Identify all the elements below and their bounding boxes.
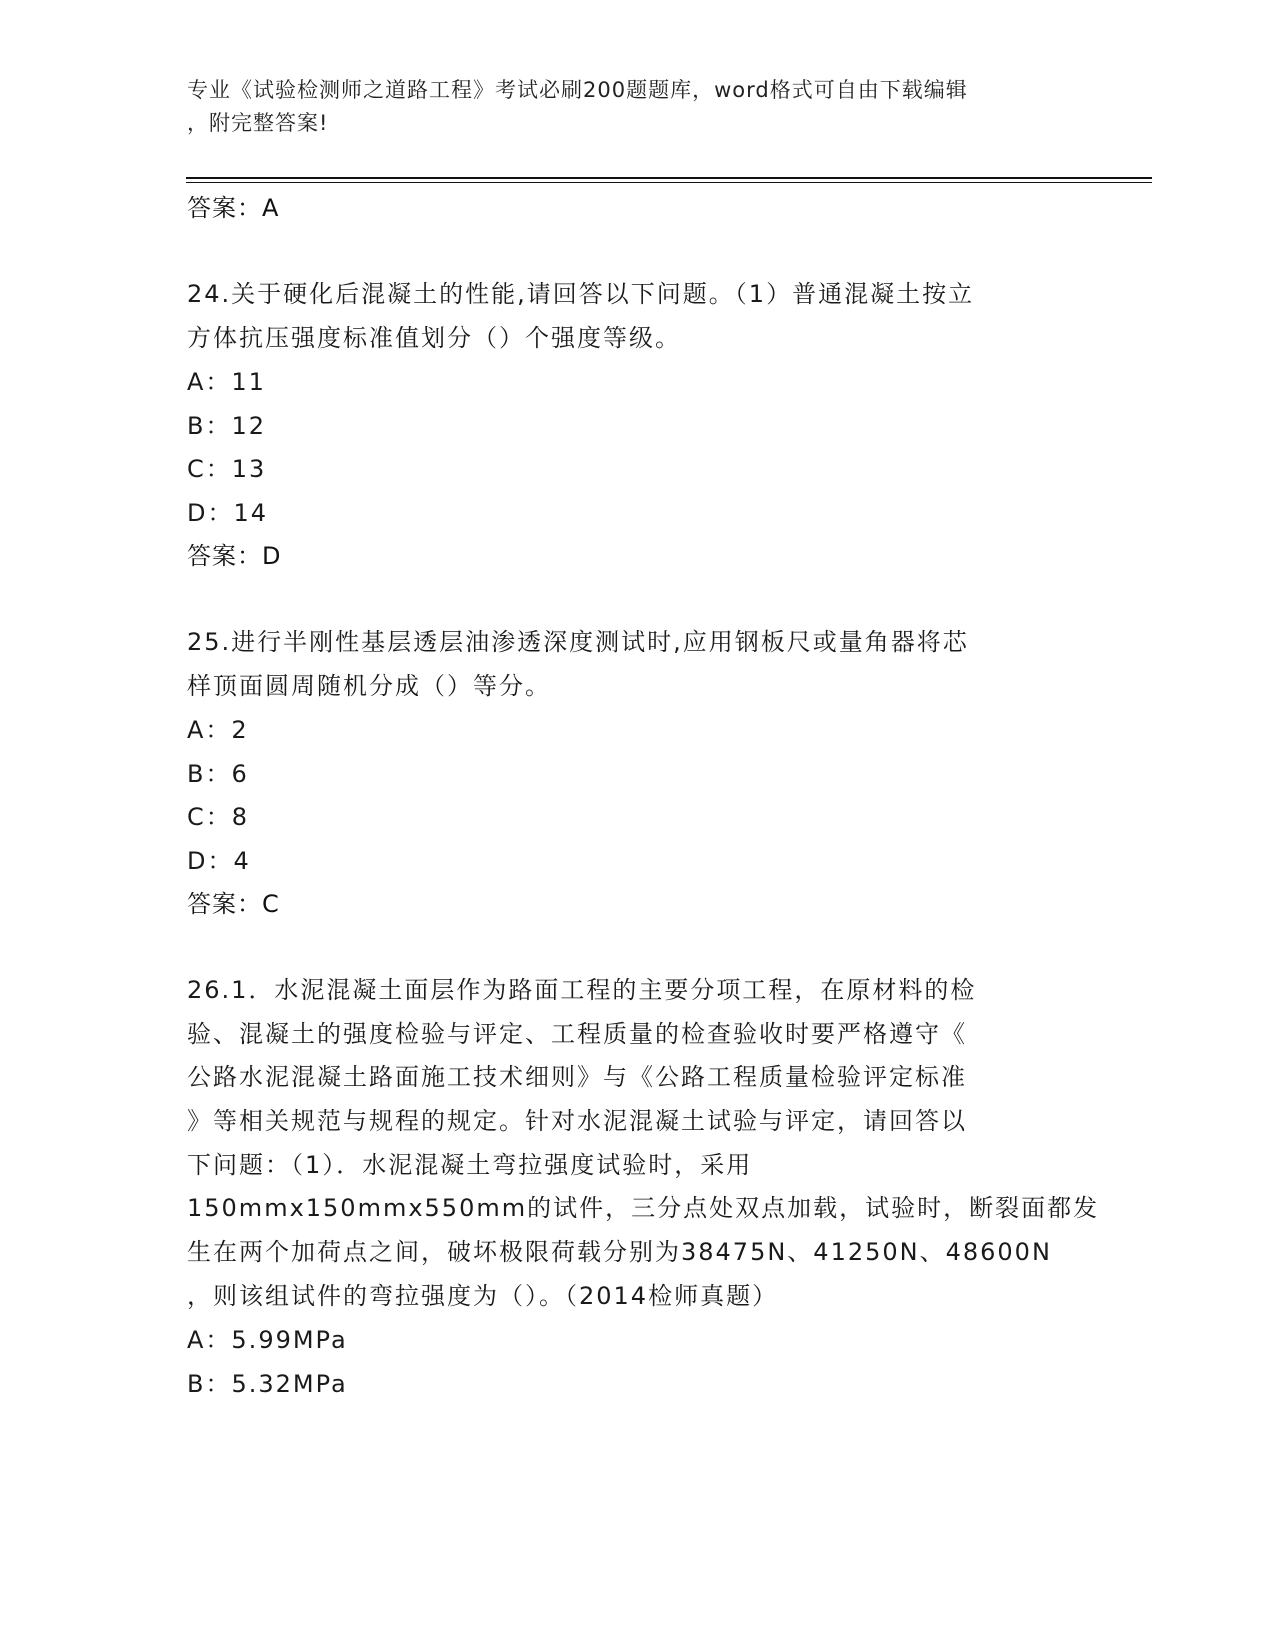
q26-text-line-7: 生在两个加荷点之间，破坏极限荷载分别为38475N、41250N、48600N [187, 1238, 1052, 1266]
q24-option-c: C：13 [187, 455, 267, 483]
q24-text-line-1: 24.关于硬化后混凝土的性能,请回答以下问题。（1）普通混凝土按立 [187, 280, 975, 308]
q26-text-line-4: 》等相关规范与规程的规定。针对水泥混凝土试验与评定，请回答以 [187, 1107, 967, 1135]
q26-text-line-1: 26.1．水泥混凝土面层作为路面工程的主要分项工程，在原材料的检 [187, 976, 977, 1004]
q24-option-b: B：12 [187, 412, 267, 440]
q26-text-line-8: ，则该组试件的弯拉强度为（）。（2014检师真题） [187, 1282, 779, 1310]
q24-option-a: A：11 [187, 368, 266, 396]
q26-text-line-2: 验、混凝土的强度检验与评定、工程质量的检查验收时要严格遵守《 [187, 1020, 967, 1048]
q24-option-d: D：14 [187, 499, 269, 527]
q24-text-line-2: 方体抗压强度标准值划分（）个强度等级。 [187, 324, 681, 352]
document-header [187, 74, 1087, 140]
q25-text-line-1: 25.进行半刚性基层透层油渗透深度测试时,应用钢板尺或量角器将芯 [187, 628, 969, 656]
q25-answer: 答案：C [187, 890, 280, 918]
answer-prev: 答案：A [187, 194, 280, 222]
q25-option-b: B：6 [187, 760, 249, 788]
q26-text-line-5: 下问题：（1）．水泥混凝土弯拉强度试验时，采用 [187, 1151, 753, 1179]
header-divider-thick [186, 177, 1152, 179]
q26-option-a: A：5.99MPa [187, 1326, 348, 1354]
q25-text-line-2: 样顶面圆周随机分成（）等分。 [187, 672, 551, 700]
header-line-2: ，附完整答案! [187, 111, 329, 135]
q25-option-a: A：2 [187, 716, 249, 744]
q25-option-c: C：8 [187, 803, 250, 831]
header-line-1: 专业《试验检测师之道路工程》考试必刷200题题库，word格式可自由下载编辑 [187, 78, 968, 102]
q26-option-b: B：5.32MPa [187, 1370, 348, 1398]
q26-text-line-3: 公路水泥混凝土路面施工技术细则》与《公路工程质量检验评定标准 [187, 1063, 967, 1091]
q25-option-d: D：4 [187, 847, 251, 875]
q24-answer: 答案：D [187, 542, 282, 570]
header-divider-thin [186, 182, 1152, 183]
q26-text-line-6: 150mmx150mmx550mm的试件，三分点处双点加载，试验时，断裂面都发 [187, 1194, 1100, 1222]
